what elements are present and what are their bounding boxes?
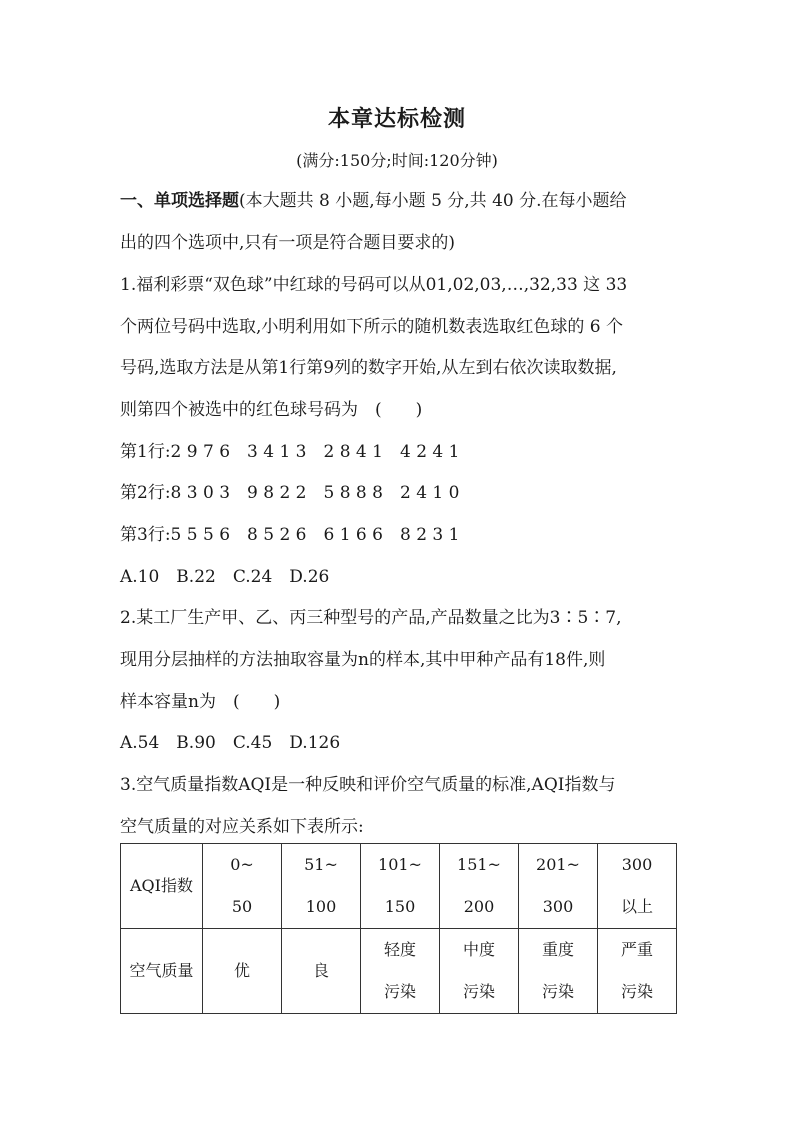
range-end: 200 — [463, 897, 495, 916]
page-subtitle: (满分:150分;时间:120分钟) — [296, 151, 498, 170]
question-2-options: A.54 B.90 C.45 D.126 — [120, 733, 341, 753]
section-heading-line — [120, 189, 690, 213]
quality-cell — [440, 929, 519, 1014]
quality-label: 污染 — [462, 982, 495, 1001]
aqi-range-cell — [598, 844, 677, 929]
range-start: 0~ — [230, 855, 254, 874]
quality-cell — [282, 929, 361, 1014]
row-header-aqi: AQI指数 — [121, 844, 203, 929]
quality-cell — [519, 929, 598, 1014]
page-title: 本章达标检测 — [327, 106, 466, 132]
aqi-range-cell — [361, 844, 440, 929]
aqi-range-cell — [282, 844, 361, 929]
range-start: 201~ — [536, 855, 580, 874]
range-start: 151~ — [457, 855, 501, 874]
question-1-text: 号码,选取方法是从第1行第9列的数字开始,从左到右依次读取数据, — [120, 358, 617, 378]
aqi-range-cell — [440, 844, 519, 929]
question-2-text: 现用分层抽样的方法抽取容量为n的样本,其中甲种产品有18件,则 — [120, 650, 606, 670]
quality-cell — [203, 929, 282, 1014]
range-end: 300 — [542, 897, 574, 916]
range-start: 51~ — [304, 855, 338, 874]
question-2-text: 样本容量n为 ( ) — [120, 692, 281, 712]
range-end: 150 — [384, 897, 416, 916]
range-start: 300 — [621, 855, 653, 874]
quality-label: 污染 — [541, 982, 574, 1001]
quality-label: 严重 — [620, 940, 653, 959]
aqi-range-cell — [519, 844, 598, 929]
range-end: 50 — [231, 897, 253, 916]
question-2-text: 2.某工厂生产甲、乙、丙三种型号的产品,产品数量之比为3∶5∶7, — [120, 608, 622, 628]
row-header-quality: 空气质量 — [121, 929, 203, 1014]
quality-label: 优 — [233, 961, 250, 980]
quality-label: 污染 — [383, 982, 416, 1001]
aqi-table — [120, 843, 677, 1014]
quality-label: 良 — [312, 961, 329, 980]
section-description-line2: 出的四个选项中,只有一项是符合题目要求的) — [120, 233, 456, 253]
quality-label: 重度 — [541, 940, 574, 959]
quality-label: 中度 — [462, 940, 495, 959]
air-quality-row — [121, 929, 677, 1014]
question-1-options: A.10 B.22 C.24 D.26 — [120, 567, 330, 587]
question-1-text: 个两位号码中选取,小明利用如下所示的随机数表选取红色球的 6 个 — [120, 317, 624, 337]
section-heading: 一、单项选择题 — [120, 191, 239, 211]
quality-label: 轻度 — [383, 940, 416, 959]
random-table-row: 第2行:8 3 0 3 9 8 2 2 5 8 8 8 2 4 1 0 — [120, 483, 460, 503]
range-end: 以上 — [620, 897, 653, 916]
random-table-row: 第1行:2 9 7 6 3 4 1 3 2 8 4 1 4 2 4 1 — [120, 442, 460, 462]
range-start: 101~ — [378, 855, 422, 874]
question-3-text: 空气质量的对应关系如下表所示: — [120, 817, 364, 837]
quality-cell — [598, 929, 677, 1014]
aqi-range-cell — [203, 844, 282, 929]
quality-cell — [361, 929, 440, 1014]
random-table-row: 第3行:5 5 5 6 8 5 2 6 6 1 6 6 8 2 3 1 — [120, 525, 460, 545]
question-1-text: 则第四个被选中的红色球号码为 ( ) — [120, 400, 423, 420]
quality-label: 污染 — [620, 982, 653, 1001]
range-end: 100 — [305, 897, 337, 916]
question-1-text: 1.福利彩票“双色球”中红球的号码可以从01,02,03,…,32,33 这 33 — [120, 275, 628, 295]
question-3-text: 3.空气质量指数AQI是一种反映和评价空气质量的标准,AQI指数与 — [120, 775, 616, 795]
aqi-index-row — [121, 844, 677, 929]
section-description: (本大题共 8 小题,每小题 5 分,共 40 分.在每小题给 — [239, 191, 627, 211]
